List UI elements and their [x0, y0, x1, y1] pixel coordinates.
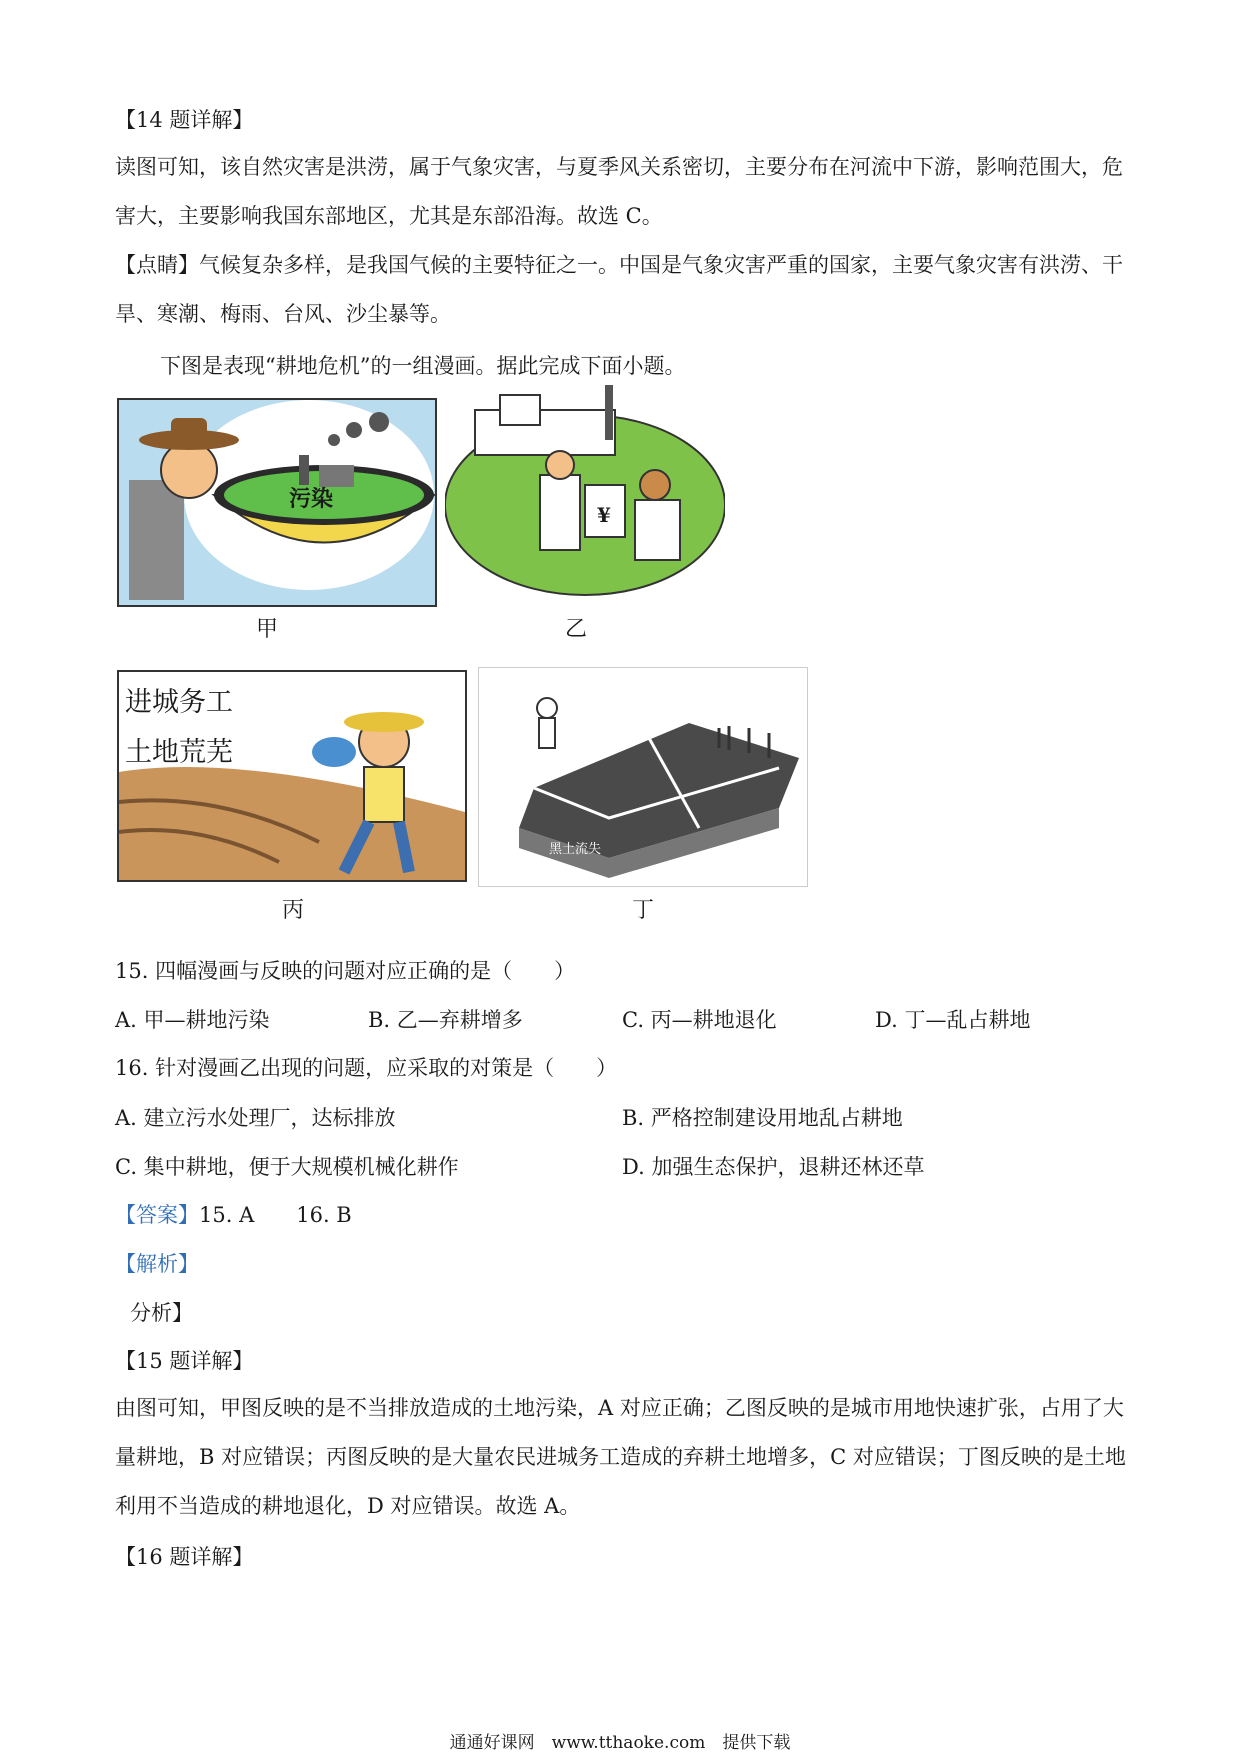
label-yi: 乙: [565, 617, 588, 642]
dianjing-note: 【点睛】气候复杂多样，是我国气候的主要特征之一。中国是气象灾害严重的国家，主要气象灾害有洪涝、干旱、寒潮、梅雨、台风、沙尘暴等。: [115, 253, 1123, 326]
section-14-text: 读图可知，该自然灾害是洪涝，属于气象灾害，与夏季风关系密切，主要分布在河流中下游，影响范围大，危害大，主要影响我国东部地区，尤其是东部沿海。故选 C。: [115, 155, 1123, 228]
cartoon-bing: [117, 670, 467, 882]
bing-text-1: 进城务工: [125, 687, 233, 718]
section-15-text: 由图可知，甲图反映的是不当排放造成的土地污染，A 对应正确；乙图反映的是城市用地快速扩张，占用了大量耕地，B 对应错误；丙图反映的是大量农民进城务工造成的弃耕土地增多，C 对应错误；丁图反映的是土地利用不当造成的耕地退化，D 对应错误。故选 A。: [115, 1396, 1126, 1518]
cartoon-yi: [445, 385, 725, 600]
cartoon-ding: [478, 667, 808, 887]
answer-label: 【答案】: [115, 1203, 199, 1227]
label-jia: 甲: [256, 617, 279, 642]
jiexi-label: 【解析】: [115, 1252, 199, 1276]
fenxi-label: 分析】: [130, 1301, 193, 1325]
intro-text: 下图是表现“耕地危机”的一组漫画。据此完成下面小题。: [160, 354, 686, 378]
cartoon-yi-illustration: [445, 385, 725, 600]
answer-line: [115, 1199, 352, 1229]
q15-stem: 15. 四幅漫画与反映的问题对应正确的是（ ）: [115, 959, 576, 983]
q16-stem: 16. 针对漫画乙出现的问题，应采取的对策是（ ）: [115, 1056, 618, 1080]
cartoon-jia: [117, 398, 437, 607]
page-footer: 通通好课网 www.tthaoke.com 提供下载: [449, 1733, 791, 1753]
label-bing: 丙: [282, 898, 305, 923]
yi-yen-sign: ¥: [597, 503, 611, 527]
label-ding: 丁: [632, 898, 655, 923]
q16-option-a: A. 建立污水处理厂，达标排放: [115, 1106, 396, 1130]
cartoon-jia-illustration: [119, 400, 435, 605]
section-14-title: 【14 题详解】: [115, 108, 254, 132]
bing-text-2: 土地荒芜: [125, 737, 233, 768]
q15-option-c: C. 丙—耕地退化: [622, 1008, 777, 1032]
answer-text: 15. A 16. B: [199, 1203, 352, 1227]
q15-option-b: B. 乙—弃耕增多: [368, 1008, 523, 1032]
q16-option-b: B. 严格控制建设用地乱占耕地: [622, 1106, 903, 1130]
q16-option-c: C. 集中耕地，便于大规模机械化耕作: [115, 1155, 459, 1179]
q15-option-d: D. 丁—乱占耕地: [875, 1008, 1031, 1032]
q16-option-d: D. 加强生态保护，退耕还林还草: [622, 1155, 925, 1179]
section-15-title: 【15 题详解】: [115, 1349, 254, 1373]
jia-pollution-text: 污染: [289, 487, 334, 512]
cartoon-ding-illustration: [479, 668, 807, 886]
ding-text: 黑土流失: [549, 842, 602, 857]
q15-option-a: A. 甲—耕地污染: [115, 1008, 270, 1032]
section-16-title: 【16 题详解】: [115, 1545, 254, 1569]
